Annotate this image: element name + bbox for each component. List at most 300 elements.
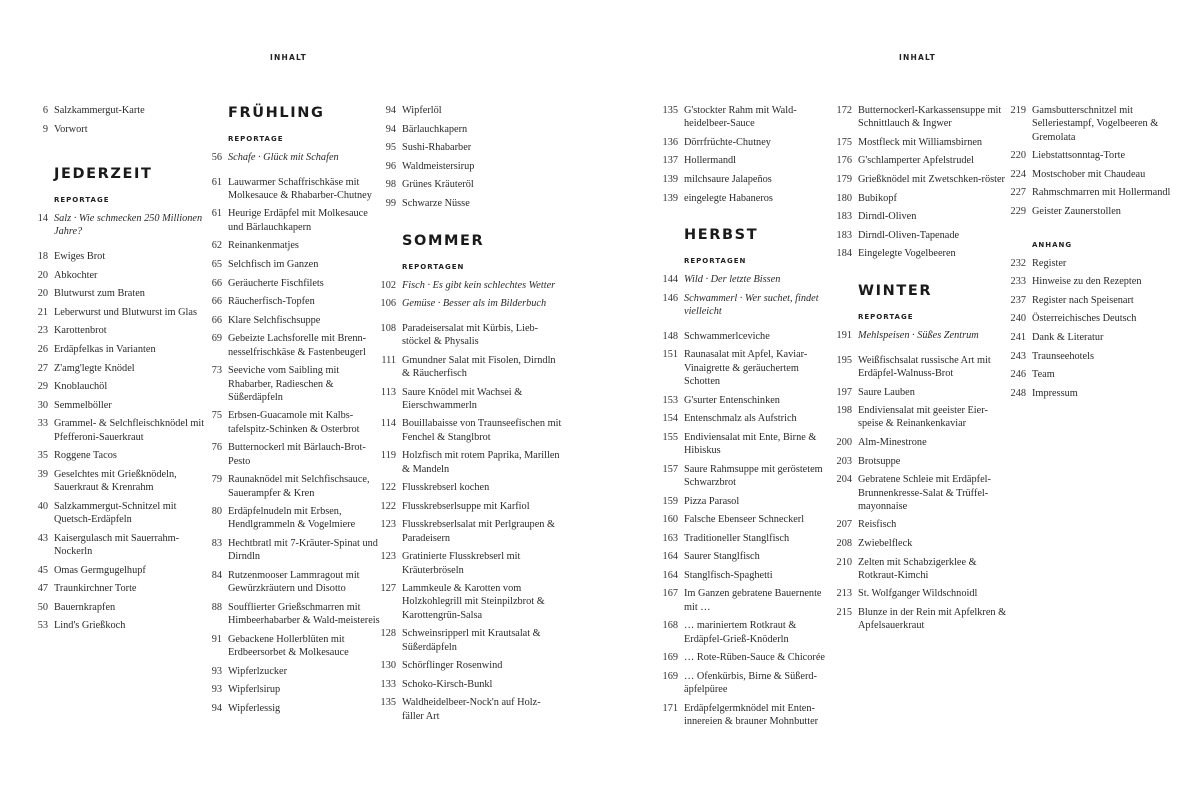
page-number: 176 xyxy=(836,155,852,167)
toc-entry xyxy=(204,314,380,327)
list-recipes xyxy=(204,176,380,715)
entry-title: Gemüse · Besser als im Bilderbuch xyxy=(402,298,547,310)
entry-title: Vorwort xyxy=(54,123,88,135)
toc-entry xyxy=(30,449,208,462)
page-number: 135 xyxy=(662,105,678,116)
entry-title: Geräucherte Fischfilets xyxy=(228,277,324,289)
page-number: 168 xyxy=(662,620,678,632)
page-number: 240 xyxy=(1010,313,1026,325)
page-number: 171 xyxy=(662,702,678,714)
toc-entry xyxy=(830,173,1012,186)
toc-entry xyxy=(1004,331,1192,344)
page-number: 35 xyxy=(37,450,48,462)
toc-entry xyxy=(30,380,208,393)
page-number: 204 xyxy=(836,474,852,486)
toc-entry xyxy=(204,277,380,290)
entry-title: … Ofenkürbis, Birne & Süßerd-äpfelpüree xyxy=(684,670,817,696)
entry-title: Liebstattsonntag-Torte xyxy=(1032,150,1126,162)
page-number: 215 xyxy=(836,607,852,619)
page-number: 175 xyxy=(836,136,852,148)
toc-entry xyxy=(656,431,832,458)
list-top xyxy=(374,104,562,210)
toc-entry xyxy=(656,532,832,545)
toc-entry xyxy=(204,702,380,715)
toc-entry xyxy=(1004,149,1192,162)
page-number: 33 xyxy=(37,418,48,430)
page-number: 130 xyxy=(380,660,396,672)
reportage-entry xyxy=(374,279,562,292)
page-number: 232 xyxy=(1010,257,1026,269)
toc-entry xyxy=(374,354,562,381)
page-number: 163 xyxy=(662,532,678,544)
entry-title: Paradeisersalat mit Kürbis, Lieb-stöckel & Physalis xyxy=(402,322,539,348)
entry-title: Bauernkrapfen xyxy=(54,601,116,613)
toc-entry xyxy=(374,678,562,691)
toc-entry xyxy=(374,449,562,476)
page-number: 66 xyxy=(211,314,222,326)
page-number: 66 xyxy=(211,277,222,289)
section-title-jederzeit: JEDERZEIT xyxy=(54,166,153,183)
entry-title: Im Ganzen gebratene Bauernente mit … xyxy=(684,588,822,613)
toc-entry xyxy=(204,441,380,468)
entry-title: Lammkeule & Karotten vom Holzkohlegrill mit Steinpilzbrot & Karottengrün-Salsa xyxy=(402,583,545,621)
toc-entry xyxy=(656,587,832,614)
toc-entry xyxy=(1004,275,1192,288)
toc-entry xyxy=(656,136,832,149)
page-number: 26 xyxy=(37,344,48,356)
toc-entry xyxy=(30,287,208,300)
page-number: 180 xyxy=(836,192,852,204)
toc-entry xyxy=(656,154,832,167)
entry-title: Schörflinger Rosenwind xyxy=(402,660,503,672)
toc-entry xyxy=(830,436,1012,449)
entry-title: Z'amg'legte Knödel xyxy=(54,362,135,374)
toc-entry xyxy=(1004,294,1192,307)
entry-title: Fisch · Es gibt kein schlechtes Wetter xyxy=(402,279,556,291)
toc-entry xyxy=(656,495,832,508)
toc-entry xyxy=(830,386,1012,399)
page-number: 50 xyxy=(37,601,48,613)
page-number: 93 xyxy=(211,684,222,696)
page-number: 139 xyxy=(662,174,678,186)
toc-column-5 xyxy=(830,104,1012,638)
entry-title: Wipferlöl xyxy=(402,105,442,116)
toc-entry xyxy=(656,412,832,425)
entry-title: Heurige Erdäpfel mit Molkesauce und Bärlauchkapern xyxy=(228,208,368,233)
entry-title: Endiviensalat mit geeister Eier-speise & Reinankenkaviar xyxy=(858,405,988,430)
entry-title: Abkochter xyxy=(54,269,98,281)
section-label-reportage: REPORTAGE xyxy=(228,135,284,143)
section-label-reportage: REPORTAGE xyxy=(54,196,110,205)
entry-title: Kaisergulasch mit Sauerrahm-Nockerln xyxy=(54,532,180,557)
section-title-herbst: HERBST xyxy=(684,227,759,244)
entry-title: Klare Selchfischsuppe xyxy=(228,314,321,326)
entry-title: Räucherfisch-Topfen xyxy=(228,296,315,308)
toc-entry xyxy=(204,409,380,436)
entry-title: eingelegte Habaneros xyxy=(684,192,773,204)
entry-title: Butternockerl mit Bärlauch-Brot-Pesto xyxy=(228,442,366,467)
page-number: 207 xyxy=(836,519,852,531)
toc-column-1 xyxy=(30,104,208,638)
page-number: 61 xyxy=(211,208,222,220)
entry-title: Dirndl-Oliven-Tapenade xyxy=(858,229,960,241)
toc-entry xyxy=(30,500,208,527)
entry-title: Pizza Parasol xyxy=(684,495,740,507)
toc-entry xyxy=(30,468,208,495)
entry-title: Erdäpfelgermknödel mit Enten-innereien & brauner Mohnbutter xyxy=(684,702,819,728)
toc-entry xyxy=(830,518,1012,531)
page-number: 133 xyxy=(380,678,396,690)
entry-title: Zelten mit Schabzigerklee & Rotkraut-Kimchi xyxy=(858,556,977,581)
page-number: 39 xyxy=(37,468,48,480)
page-number: 102 xyxy=(380,279,396,291)
entry-title: Traunseehotels xyxy=(1032,350,1094,362)
entry-title: Eingelegte Vogelbeeren xyxy=(858,248,956,260)
page-number: 108 xyxy=(380,322,396,334)
toc-entry xyxy=(830,354,1012,381)
entry-title: Mostschober mit Chaudeau xyxy=(1032,168,1146,180)
page-number: 220 xyxy=(1010,150,1026,162)
page-number: 153 xyxy=(662,394,678,406)
entry-title: Lauwarmer Schaffrischkäse mit Molkesauce & Rhabarber-Chutney xyxy=(228,176,372,201)
toc-entry xyxy=(204,176,380,203)
page-number: 29 xyxy=(37,381,48,393)
page-number: 164 xyxy=(662,551,678,563)
page-number: 114 xyxy=(380,418,396,430)
list-reportage xyxy=(204,151,380,164)
toc-entry xyxy=(656,619,832,646)
toc-entry xyxy=(374,481,562,494)
page-number: 94 xyxy=(385,105,396,116)
toc-entry xyxy=(1004,368,1192,381)
entry-title: Hollermandl xyxy=(684,155,737,167)
page-number: 243 xyxy=(1010,350,1026,362)
toc-entry xyxy=(656,702,832,729)
page-header-left: INHALT xyxy=(270,53,308,62)
toc-entry xyxy=(204,569,380,596)
entry-title: Reinankenmatjes xyxy=(228,240,299,252)
entry-title: Reisfisch xyxy=(858,519,897,531)
toc-entry xyxy=(204,537,380,564)
entry-title: Saure Lauben xyxy=(858,386,915,398)
entry-title: Erdäpfelkas in Varianten xyxy=(54,344,156,356)
list-appendix xyxy=(1004,257,1192,400)
page-number: 139 xyxy=(662,192,678,204)
page-number: 137 xyxy=(662,155,678,167)
page-number: 94 xyxy=(385,123,396,135)
toc-entry xyxy=(374,659,562,672)
toc-entry xyxy=(656,330,832,343)
toc-entry xyxy=(830,192,1012,205)
page-number: 111 xyxy=(381,354,396,366)
toc-entry xyxy=(374,178,562,191)
page-number: 6 xyxy=(42,105,48,116)
entry-title: Hinweise zu den Rezepten xyxy=(1032,276,1142,288)
page-number: 53 xyxy=(37,620,48,632)
page-number: 136 xyxy=(662,136,678,148)
entry-title: Ewiges Brot xyxy=(54,251,106,263)
page-number: 183 xyxy=(836,211,852,223)
toc-entry xyxy=(204,601,380,628)
toc-entry xyxy=(830,404,1012,431)
list-reportage xyxy=(30,212,208,239)
toc-entry xyxy=(30,619,208,632)
entry-title: Mehlspeisen · Süßes Zentrum xyxy=(858,330,979,342)
entry-title: Salzkammergut-Schnitzel mit Quetsch-Erdäpfeln xyxy=(54,500,177,526)
toc-entry xyxy=(830,537,1012,550)
section-label-reportage: REPORTAGE xyxy=(858,313,914,322)
entry-title: Mostfleck mit Williamsbirnen xyxy=(858,136,983,148)
page-number: 167 xyxy=(662,588,678,600)
page-number: 151 xyxy=(662,349,678,361)
entry-title: Omas Germgugelhupf xyxy=(54,564,146,576)
toc-entry xyxy=(830,104,1012,131)
page-number: 9 xyxy=(42,123,48,135)
toc-entry xyxy=(656,104,832,131)
entry-title: Geselchtes mit Grießknödeln, Sauerkraut & Krenrahm xyxy=(54,468,177,494)
toc-entry xyxy=(204,633,380,660)
page-number: 210 xyxy=(836,556,852,568)
entry-title: Rutzenmooser Lammragout mit Gewürzkräutern und Disotto xyxy=(228,569,360,595)
section-label-anhang: ANHANG xyxy=(1032,240,1073,249)
page-number: 229 xyxy=(1010,205,1026,217)
toc-entry xyxy=(1004,168,1192,181)
entry-title: Team xyxy=(1032,369,1055,381)
reportage-entry xyxy=(830,329,1012,342)
entry-title: Bärlauchkapern xyxy=(402,123,468,135)
toc-entry xyxy=(830,154,1012,167)
entry-title: … Rote-Rüben-Sauce & Chicorée xyxy=(684,652,825,664)
page-number: 237 xyxy=(1010,294,1026,306)
toc-entry xyxy=(30,104,208,117)
page-number: 62 xyxy=(211,240,222,252)
entry-title: Grammel- & Selchfleischknödel mit Pfefferoni-Sauerkraut xyxy=(54,418,205,443)
entry-title: Schweinsripperl mit Krautsalat & Süßerdäpfeln xyxy=(402,628,541,653)
page-number: 197 xyxy=(836,386,852,398)
toc-entry xyxy=(1004,350,1192,363)
entry-title: Endiviensalat mit Ente, Birne & Hibiskus xyxy=(684,431,817,457)
reportage-entry xyxy=(656,273,832,286)
entry-title: Semmelböller xyxy=(54,399,112,411)
page-number: 47 xyxy=(37,583,48,595)
page-number: 88 xyxy=(211,601,222,613)
toc-entry xyxy=(656,192,832,205)
page-number: 146 xyxy=(662,292,678,304)
toc-entry xyxy=(204,665,380,678)
list-reportage xyxy=(830,329,1012,342)
page-number: 198 xyxy=(836,405,852,417)
page-number: 224 xyxy=(1010,168,1026,180)
entry-title: Saure Knödel mit Wachsei & Eierschwammerln xyxy=(402,386,523,411)
page-number: 155 xyxy=(662,431,678,443)
page-number: 208 xyxy=(836,537,852,549)
entry-title: Bouillabaisse von Traunseefischen mit Fenchel & Stanglbrot xyxy=(402,418,562,443)
page-number: 172 xyxy=(836,105,852,116)
toc-entry xyxy=(204,364,380,404)
toc-entry xyxy=(830,473,1012,513)
entry-title: Dirndl-Oliven xyxy=(858,211,917,223)
entry-title: Gebratene Schleie mit Erdäpfel-Brunnenkresse-Salat & Trüffel-mayonnaise xyxy=(858,474,991,512)
entry-title: Waldheidelbeer-Nock'n auf Holz-fäller Art xyxy=(402,697,541,722)
entry-title: Roggene Tacos xyxy=(54,450,117,462)
entry-title: Waldmeistersirup xyxy=(402,160,475,172)
entry-title: Entenschmalz als Aufstrich xyxy=(684,413,797,425)
toc-entry xyxy=(204,258,380,271)
toc-entry xyxy=(830,556,1012,583)
list-reportage xyxy=(374,279,562,311)
toc-entry xyxy=(204,295,380,308)
page-number: 99 xyxy=(385,197,396,209)
page-number: 122 xyxy=(380,482,396,494)
toc-column-4 xyxy=(656,104,832,734)
entry-title: Grießknödel mit Zwetschken-röster xyxy=(858,174,1005,186)
page-number: 169 xyxy=(662,652,678,664)
toc-entry xyxy=(374,123,562,136)
toc-entry xyxy=(30,324,208,337)
list-recipes xyxy=(830,354,1012,633)
page-number: 20 xyxy=(37,269,48,281)
reportage-entry xyxy=(374,297,562,310)
page-number: 66 xyxy=(211,296,222,308)
entry-title: Raunaknödel mit Selchfischsauce, Sauerampfer & Kren xyxy=(228,474,370,499)
page-number: 83 xyxy=(211,537,222,549)
section-label-reportagen: REPORTAGEN xyxy=(684,257,747,266)
toc-entry xyxy=(656,394,832,407)
entry-title: Wipferlessig xyxy=(228,702,281,714)
entry-title: Butternockerl-Karkassensuppe mit Schnittlauch & Ingwer xyxy=(858,105,1002,130)
toc-entry xyxy=(204,332,380,359)
entry-title: Hechtbratl mit 7-Kräuter-Spinat und Dirndln xyxy=(228,537,378,563)
page-number: 157 xyxy=(662,463,678,475)
toc-entry xyxy=(830,210,1012,223)
entry-title: Traditioneller Stanglfisch xyxy=(684,532,790,544)
entry-title: Traunkirchner Torte xyxy=(54,583,137,595)
section-label-reportagen: REPORTAGEN xyxy=(402,262,465,271)
entry-title: Schoko-Kirsch-Bunkl xyxy=(402,678,493,690)
page-number: 91 xyxy=(211,633,222,645)
entry-title: Gebackene Hollerblüten mit Erdbeersorbet & Molkesauce xyxy=(228,633,349,658)
toc-entry xyxy=(830,606,1012,633)
entry-title: Österreichisches Deutsch xyxy=(1032,313,1137,325)
page-header-right: INHALT xyxy=(899,53,937,62)
toc-entry xyxy=(656,550,832,563)
page-number: 123 xyxy=(380,551,396,563)
list-reportage xyxy=(656,273,832,318)
toc-entry xyxy=(30,399,208,412)
toc-entry xyxy=(204,505,380,532)
page-number: 122 xyxy=(380,500,396,512)
section-title-fruehling: FRÜHLING xyxy=(228,105,325,121)
entry-title: G'schlamperter Apfelstrudel xyxy=(858,155,974,167)
page-number: 246 xyxy=(1010,369,1026,381)
page-number: 45 xyxy=(37,564,48,576)
entry-title: Weißfischsalat russische Art mit Erdäpfel-Walnuss-Brot xyxy=(858,354,991,379)
page-number: 21 xyxy=(37,306,48,318)
entry-title: Wipferlzucker xyxy=(228,665,288,677)
list-intro xyxy=(30,104,208,136)
toc-entry xyxy=(30,362,208,375)
page-number: 160 xyxy=(662,514,678,526)
toc-entry xyxy=(374,104,562,117)
toc-entry xyxy=(374,500,562,513)
entry-title: Saure Rahmsuppe mit geröstetem Schwarzbrot xyxy=(684,463,823,488)
page-number: 119 xyxy=(380,450,396,462)
toc-column-3 xyxy=(374,104,562,728)
toc-entry xyxy=(374,197,562,210)
page-number: 144 xyxy=(662,274,678,286)
toc-entry xyxy=(30,269,208,282)
toc-entry xyxy=(656,513,832,526)
list-recipes xyxy=(656,330,832,729)
entry-title: Blunze in der Rein mit Apfelkren & Apfelsauerkraut xyxy=(858,607,1007,632)
page-number: 123 xyxy=(380,519,396,531)
page-number: 179 xyxy=(836,174,852,186)
entry-title: Selchfisch im Ganzen xyxy=(228,258,319,270)
section-title-winter: WINTER xyxy=(858,283,933,300)
toc-entry xyxy=(656,569,832,582)
toc-entry xyxy=(204,473,380,500)
entry-title: Stanglfisch-Spaghetti xyxy=(684,569,773,581)
toc-entry xyxy=(30,250,208,263)
page-number: 184 xyxy=(836,248,852,260)
entry-title: Bubikopf xyxy=(858,192,897,204)
page-number: 135 xyxy=(380,697,396,709)
page-number: 80 xyxy=(211,506,222,518)
list-top xyxy=(656,104,832,205)
toc-entry xyxy=(1004,312,1192,325)
page-number: 14 xyxy=(37,213,48,225)
toc-entry xyxy=(374,417,562,444)
toc-entry xyxy=(204,207,380,234)
page-number: 61 xyxy=(211,176,222,188)
page-number: 183 xyxy=(836,229,852,241)
page-number: 23 xyxy=(37,325,48,337)
page-number: 169 xyxy=(662,670,678,682)
entry-title: Alm-Minestrone xyxy=(858,437,927,449)
toc-entry xyxy=(30,306,208,319)
page-number: 200 xyxy=(836,437,852,449)
toc-entry xyxy=(374,386,562,413)
entry-title: Holzfisch mit rotem Paprika, Marillen & Mandeln xyxy=(402,450,560,475)
toc-entry xyxy=(30,343,208,356)
toc-entry xyxy=(830,587,1012,600)
page-number: 96 xyxy=(385,160,396,172)
entry-title: Saurer Stanglfisch xyxy=(684,551,760,563)
toc-entry xyxy=(656,348,832,388)
entry-title: Leberwurst und Blutwurst im Glas xyxy=(54,306,197,318)
page-number: 93 xyxy=(211,665,222,677)
toc-entry xyxy=(1004,186,1192,199)
toc-entry xyxy=(204,239,380,252)
page-number: 113 xyxy=(380,386,396,398)
entry-title: Register xyxy=(1032,257,1067,269)
toc-entry xyxy=(1004,205,1192,218)
entry-title: Seeviche vom Saibling mit Rhabarber, Radieschen & Süßerdäpfeln xyxy=(228,365,340,403)
entry-title: Wipferlsirup xyxy=(228,684,281,696)
toc-entry xyxy=(374,696,562,723)
entry-title: Gebeizte Lachsforelle mit Brenn-nesselfrischkäse & Fastenbeugerl xyxy=(228,333,367,358)
page-number: 248 xyxy=(1010,387,1026,399)
entry-title: Dank & Literatur xyxy=(1032,331,1104,343)
page-number: 219 xyxy=(1010,105,1026,116)
reportage-entry xyxy=(30,212,208,239)
page-number: 128 xyxy=(380,628,396,640)
toc-entry xyxy=(656,173,832,186)
entry-title: milchsaure Jalapeños xyxy=(684,174,772,186)
toc-entry xyxy=(830,229,1012,242)
list-recipes xyxy=(30,250,208,633)
toc-entry xyxy=(1004,104,1192,144)
